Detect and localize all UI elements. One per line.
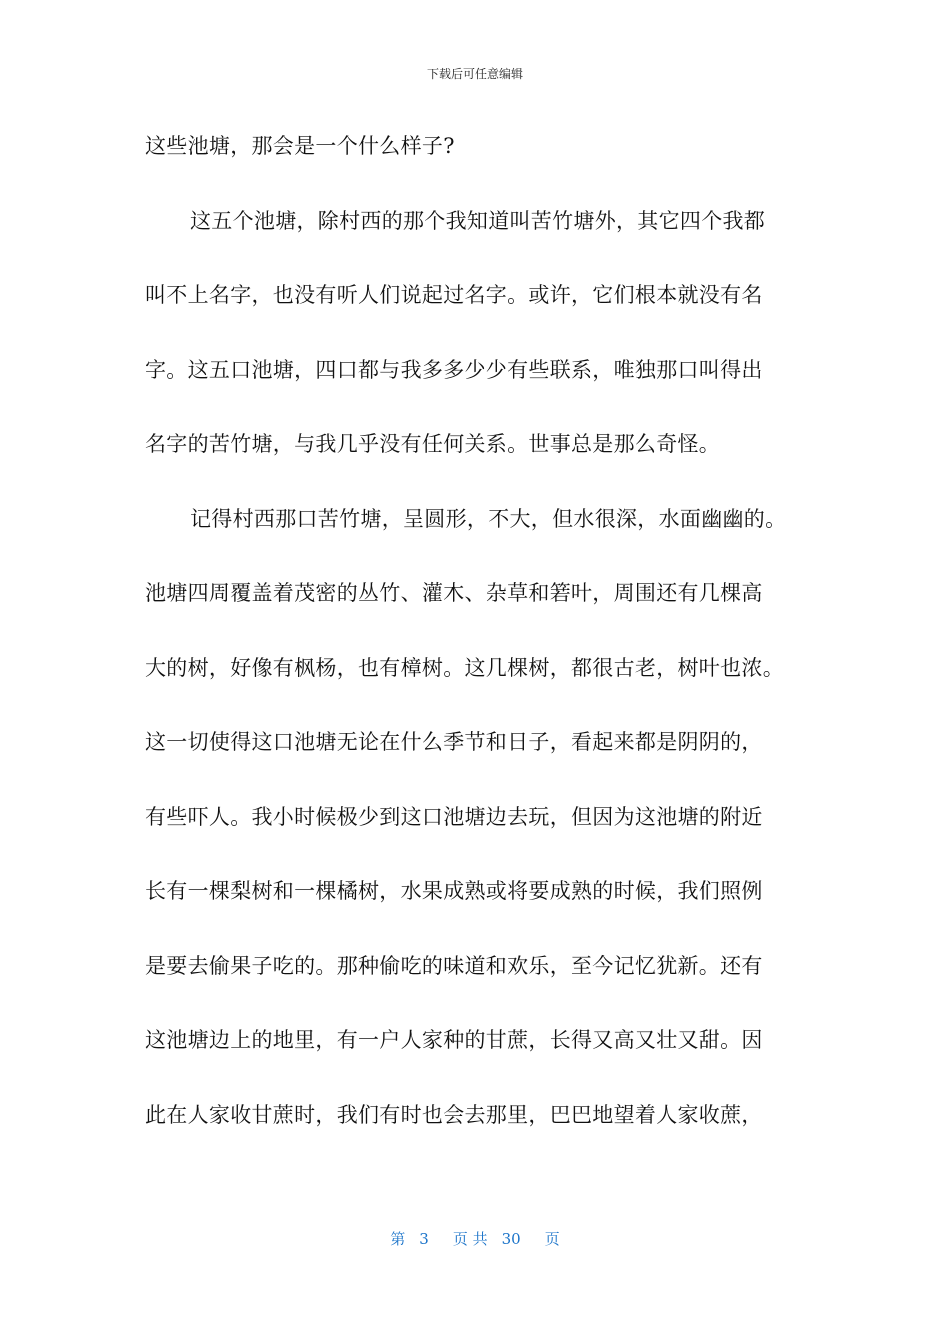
document-body — [145, 128, 815, 1171]
text-line: 是要去偷果子吃的。那种偷吃的味道和欢乐，至今记忆犹新。还有 — [145, 953, 763, 978]
text-line: 这池塘边上的地里，有一户人家种的甘蔗，长得又高又壮又甜。因 — [145, 1028, 763, 1052]
text-line: 有些吓人。我小时候极少到这口池塘边去玩，但因为这池塘的附近 — [145, 804, 763, 829]
text-line: 字。这五口池塘，四口都与我多多少少有些联系，唯独那口叫得出 — [145, 357, 763, 382]
text-line: 此在人家收甘蔗时，我们有时也会去那里，巴巴地望着人家收蔗， — [145, 1102, 763, 1127]
text-line: 记得村西那口苦竹塘，呈圆形，不大，但水很深，水面幽幽的。 — [190, 506, 787, 531]
current-page-number: 3 — [419, 1230, 429, 1248]
footer-suffix: 页 — [544, 1230, 560, 1248]
page-footer — [0, 1229, 950, 1249]
text-line: 这五个池塘，除村西的那个我知道叫苦竹塘外，其它四个我都 — [190, 208, 766, 233]
total-pages-number: 30 — [501, 1230, 521, 1248]
text-line: 叫不上名字，也没有听人们说起过名字。或许，它们根本就没有名 — [145, 283, 763, 307]
text-line: 这一切使得这口池塘无论在什么季节和日子，看起来都是阴阴的， — [145, 730, 763, 754]
text-line: 大的树，好像有枫杨，也有樟树。这几棵树，都很古老，树叶也浓。 — [145, 655, 784, 680]
footer-middle: 页 共 — [452, 1230, 488, 1248]
footer-prefix: 第 — [390, 1230, 406, 1248]
text-line: 这些池塘，那会是一个什么样子? — [145, 134, 455, 158]
text-line: 名字的苦竹塘，与我几乎没有任何关系。世事总是那么奇怪。 — [145, 432, 721, 456]
text-line: 长有一棵梨树和一棵橘树，水果成熟或将要成熟的时候，我们照例 — [145, 879, 763, 903]
page-header-note: 下载后可任意编辑 — [426, 67, 523, 81]
text-line: 池塘四周覆盖着茂密的丛竹、灌木、杂草和箬叶，周围还有几棵高 — [145, 581, 763, 605]
